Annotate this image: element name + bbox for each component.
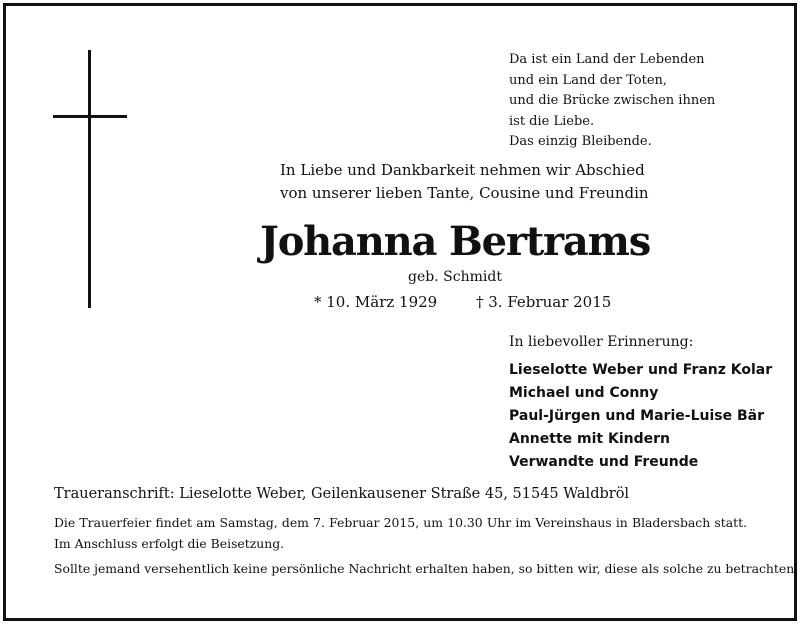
notice-info: Sollte jemand versehentlich keine persönliche Nachricht erhalten haben, so bitten wir, diese als solche zu betrachten. xyxy=(54,561,799,576)
intro-line: In Liebe und Dankbarkeit nehmen wir Abschied xyxy=(280,161,645,179)
cross-horizontal-bar xyxy=(53,115,127,118)
intro-line: von unserer lieben Tante, Cousine und Freundin xyxy=(280,184,649,202)
poem xyxy=(509,50,715,153)
mourner-entry: Lieselotte Weber und Franz Kolar xyxy=(509,362,773,378)
cross-vertical-bar xyxy=(88,50,91,308)
mourner-entry: Annette mit Kindern xyxy=(509,431,670,447)
mourner-entry: Paul-Jürgen und Marie-Luise Bär xyxy=(509,408,764,424)
mourners-list xyxy=(509,359,772,474)
poem-line: Da ist ein Land der Lebenden xyxy=(509,52,705,67)
poem-line: Das einzig Bleibende. xyxy=(509,134,652,149)
poem-line: und ein Land der Toten, xyxy=(509,72,668,88)
service-info: Die Trauerfeier findet am Samstag, dem 7. Februar 2015, um 10.30 Uhr im Vereinshaus in Bladersbach statt. Im Anschluss erfolgt die Beisetzung. xyxy=(54,515,747,551)
poem-line: ist die Liebe. xyxy=(509,113,595,129)
poem-line: und die Brücke zwischen ihnen xyxy=(509,93,716,108)
mourner-entry: Michael und Conny xyxy=(509,385,659,401)
death-date: † 3. Februar 2015 xyxy=(476,293,612,311)
maiden-name: geb. Schmidt xyxy=(408,269,502,285)
mourner-entry: Verwandte und Freunde xyxy=(509,454,699,470)
mourning-address: Traueranschrift: Lieselotte Weber, Geilenkausener Straße 45, 51545 Waldbröl xyxy=(54,486,630,502)
deceased-name: Johanna Bertrams xyxy=(259,218,651,265)
memory-label: In liebevoller Erinnerung: xyxy=(509,334,694,350)
farewell-intro xyxy=(280,159,649,205)
birth-date: * 10. März 1929 xyxy=(314,293,438,311)
